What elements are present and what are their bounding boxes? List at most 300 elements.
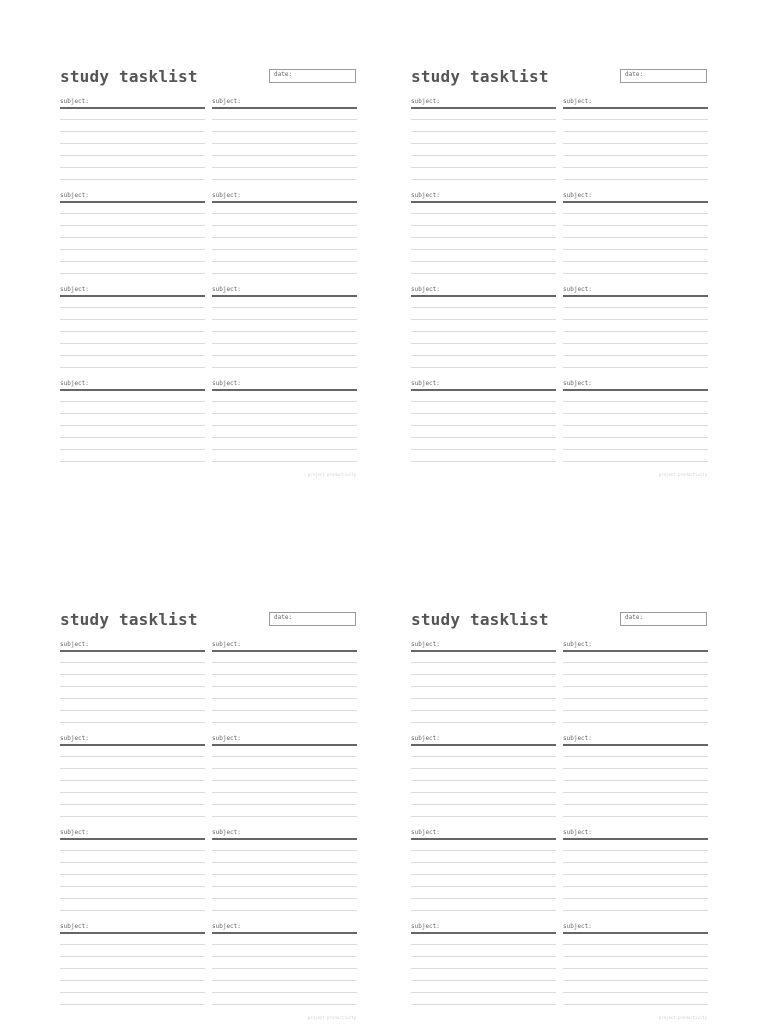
task-line[interactable]	[60, 792, 205, 793]
task-line[interactable]	[212, 273, 357, 274]
subject-label: subject:	[60, 286, 89, 293]
task-line[interactable]	[411, 816, 556, 817]
task-line[interactable]	[411, 355, 556, 356]
task-line[interactable]	[212, 968, 357, 969]
task-line[interactable]	[411, 119, 556, 120]
task-line[interactable]	[212, 980, 357, 981]
task-line[interactable]	[411, 698, 556, 699]
task-line[interactable]	[212, 237, 357, 238]
task-line[interactable]	[212, 792, 357, 793]
task-line[interactable]	[563, 956, 708, 957]
task-line[interactable]	[411, 213, 556, 214]
subject-underline[interactable]	[411, 838, 556, 840]
task-line[interactable]	[411, 1004, 556, 1005]
task-line[interactable]	[60, 698, 205, 699]
task-line[interactable]	[411, 155, 556, 156]
task-line[interactable]	[563, 980, 708, 981]
subject-underline[interactable]	[212, 295, 357, 297]
task-line[interactable]	[212, 780, 357, 781]
date-field[interactable]	[620, 69, 707, 83]
task-line[interactable]	[60, 225, 205, 226]
task-line[interactable]	[563, 437, 708, 438]
subject-label: subject:	[411, 735, 440, 742]
subject-block	[212, 99, 357, 193]
task-line[interactable]	[563, 179, 708, 180]
subject-underline[interactable]	[563, 744, 708, 746]
planner-title: study tasklist	[411, 67, 549, 86]
task-line[interactable]	[60, 237, 205, 238]
subject-underline[interactable]	[563, 389, 708, 391]
task-line[interactable]	[212, 131, 357, 132]
subject-label: subject:	[563, 923, 592, 930]
subject-underline[interactable]	[60, 932, 205, 934]
subject-underline[interactable]	[411, 201, 556, 203]
task-line[interactable]	[411, 862, 556, 863]
subject-label: subject:	[212, 98, 241, 105]
task-line[interactable]	[411, 992, 556, 993]
date-field[interactable]	[269, 69, 356, 83]
task-line[interactable]	[212, 401, 357, 402]
task-line[interactable]	[411, 413, 556, 414]
task-line[interactable]	[212, 179, 357, 180]
task-line[interactable]	[212, 898, 357, 899]
task-line[interactable]	[563, 874, 708, 875]
task-line[interactable]	[212, 874, 357, 875]
task-line[interactable]	[563, 792, 708, 793]
task-line[interactable]	[563, 768, 708, 769]
subject-label: subject:	[563, 380, 592, 387]
task-line[interactable]	[411, 956, 556, 957]
task-line[interactable]	[563, 307, 708, 308]
task-line[interactable]	[563, 167, 708, 168]
task-line[interactable]	[60, 662, 205, 663]
date-label: date:	[625, 614, 644, 621]
task-line[interactable]	[563, 401, 708, 402]
subject-label: subject:	[60, 98, 89, 105]
task-line[interactable]	[212, 143, 357, 144]
subject-block	[212, 193, 357, 287]
task-line[interactable]	[411, 273, 556, 274]
task-line[interactable]	[563, 898, 708, 899]
date-field[interactable]	[269, 612, 356, 626]
task-line[interactable]	[212, 944, 357, 945]
task-line[interactable]	[212, 413, 357, 414]
task-line[interactable]	[212, 768, 357, 769]
task-line[interactable]	[60, 968, 205, 969]
subject-underline[interactable]	[60, 744, 205, 746]
planner-title: study tasklist	[60, 610, 198, 629]
subject-label: subject:	[563, 829, 592, 836]
task-line[interactable]	[563, 862, 708, 863]
task-line[interactable]	[60, 155, 205, 156]
task-line[interactable]	[563, 143, 708, 144]
subject-block	[411, 99, 556, 193]
date-field[interactable]	[620, 612, 707, 626]
subject-underline[interactable]	[563, 932, 708, 934]
tasklist-planner	[60, 67, 358, 487]
subject-block	[60, 830, 205, 924]
task-line[interactable]	[411, 710, 556, 711]
task-line[interactable]	[563, 355, 708, 356]
task-line[interactable]	[563, 1004, 708, 1005]
task-line[interactable]	[411, 331, 556, 332]
task-line[interactable]	[212, 850, 357, 851]
task-line[interactable]	[563, 662, 708, 663]
task-line[interactable]	[60, 213, 205, 214]
task-line[interactable]	[60, 944, 205, 945]
task-line[interactable]	[563, 722, 708, 723]
task-line[interactable]	[212, 756, 357, 757]
subject-block	[60, 642, 205, 736]
subject-label: subject:	[563, 98, 592, 105]
subject-block	[411, 193, 556, 287]
subject-underline[interactable]	[212, 838, 357, 840]
tasklist-planner	[411, 67, 709, 487]
task-line[interactable]	[212, 261, 357, 262]
task-line[interactable]	[212, 804, 357, 805]
task-line[interactable]	[563, 674, 708, 675]
task-line[interactable]	[212, 119, 357, 120]
subject-block	[563, 99, 708, 193]
task-line[interactable]	[563, 119, 708, 120]
subject-block	[563, 193, 708, 287]
task-line[interactable]	[60, 780, 205, 781]
task-line[interactable]	[563, 461, 708, 462]
subject-label: subject:	[212, 286, 241, 293]
subject-underline[interactable]	[411, 389, 556, 391]
task-line[interactable]	[60, 1004, 205, 1005]
subject-block	[563, 642, 708, 736]
task-line[interactable]	[60, 768, 205, 769]
subject-label: subject:	[563, 286, 592, 293]
task-line[interactable]	[212, 710, 357, 711]
subject-label: subject:	[212, 380, 241, 387]
task-line[interactable]	[411, 944, 556, 945]
task-line[interactable]	[60, 956, 205, 957]
task-line[interactable]	[411, 319, 556, 320]
subject-label: subject:	[60, 829, 89, 836]
task-line[interactable]	[563, 319, 708, 320]
subject-underline[interactable]	[212, 107, 357, 109]
task-line[interactable]	[212, 425, 357, 426]
task-line[interactable]	[563, 968, 708, 969]
task-line[interactable]	[563, 213, 708, 214]
footer-credit: project productivity	[658, 472, 707, 477]
subject-label: subject:	[60, 192, 89, 199]
footer-credit: project productivity	[307, 1015, 356, 1020]
task-line[interactable]	[60, 437, 205, 438]
subject-underline[interactable]	[212, 744, 357, 746]
task-line[interactable]	[563, 710, 708, 711]
task-line[interactable]	[411, 437, 556, 438]
task-line[interactable]	[60, 816, 205, 817]
task-line[interactable]	[411, 261, 556, 262]
task-line[interactable]	[212, 461, 357, 462]
task-line[interactable]	[563, 425, 708, 426]
planner-title: study tasklist	[60, 67, 198, 86]
subject-underline[interactable]	[563, 838, 708, 840]
task-line[interactable]	[411, 343, 556, 344]
task-line[interactable]	[563, 367, 708, 368]
tasklist-planner	[411, 610, 709, 1030]
task-line[interactable]	[60, 449, 205, 450]
task-line[interactable]	[212, 249, 357, 250]
task-line[interactable]	[60, 143, 205, 144]
task-line[interactable]	[212, 674, 357, 675]
subject-label: subject:	[563, 735, 592, 742]
task-line[interactable]	[60, 874, 205, 875]
task-line[interactable]	[563, 850, 708, 851]
task-line[interactable]	[212, 722, 357, 723]
task-line[interactable]	[60, 249, 205, 250]
task-line[interactable]	[212, 449, 357, 450]
task-line[interactable]	[212, 816, 357, 817]
task-line[interactable]	[60, 307, 205, 308]
task-line[interactable]	[212, 1004, 357, 1005]
task-line[interactable]	[212, 437, 357, 438]
task-line[interactable]	[60, 131, 205, 132]
task-line[interactable]	[60, 167, 205, 168]
task-line[interactable]	[212, 992, 357, 993]
task-line[interactable]	[411, 461, 556, 462]
subject-underline[interactable]	[60, 295, 205, 297]
subject-underline[interactable]	[563, 107, 708, 109]
task-line[interactable]	[212, 225, 357, 226]
subject-label: subject:	[60, 735, 89, 742]
task-line[interactable]	[212, 662, 357, 663]
task-line[interactable]	[563, 816, 708, 817]
subject-block	[411, 642, 556, 736]
subject-underline[interactable]	[563, 201, 708, 203]
task-line[interactable]	[563, 992, 708, 993]
subject-underline[interactable]	[60, 389, 205, 391]
task-line[interactable]	[60, 119, 205, 120]
task-line[interactable]	[60, 273, 205, 274]
subject-block	[212, 287, 357, 381]
task-line[interactable]	[411, 449, 556, 450]
task-line[interactable]	[60, 261, 205, 262]
task-line[interactable]	[60, 401, 205, 402]
task-line[interactable]	[212, 956, 357, 957]
date-label: date:	[625, 71, 644, 78]
task-line[interactable]	[411, 874, 556, 875]
task-line[interactable]	[563, 225, 708, 226]
task-line[interactable]	[563, 413, 708, 414]
subject-underline[interactable]	[60, 107, 205, 109]
subject-label: subject:	[60, 380, 89, 387]
task-line[interactable]	[411, 401, 556, 402]
subject-label: subject:	[411, 192, 440, 199]
subject-underline[interactable]	[411, 107, 556, 109]
subject-label: subject:	[212, 923, 241, 930]
subject-label: subject:	[411, 641, 440, 648]
task-line[interactable]	[411, 886, 556, 887]
subject-label: subject:	[60, 641, 89, 648]
task-line[interactable]	[411, 179, 556, 180]
subject-block	[411, 736, 556, 830]
task-line[interactable]	[563, 273, 708, 274]
subject-underline[interactable]	[212, 389, 357, 391]
task-line[interactable]	[60, 910, 205, 911]
task-line[interactable]	[60, 319, 205, 320]
task-line[interactable]	[60, 886, 205, 887]
task-line[interactable]	[411, 850, 556, 851]
subject-underline[interactable]	[411, 744, 556, 746]
subject-block	[60, 381, 205, 475]
task-line[interactable]	[212, 331, 357, 332]
subject-block	[60, 736, 205, 830]
task-line[interactable]	[60, 980, 205, 981]
subject-block	[411, 287, 556, 381]
task-line[interactable]	[411, 249, 556, 250]
task-line[interactable]	[212, 213, 357, 214]
task-line[interactable]	[60, 850, 205, 851]
task-line[interactable]	[60, 898, 205, 899]
subject-underline[interactable]	[411, 295, 556, 297]
task-line[interactable]	[60, 331, 205, 332]
task-line[interactable]	[563, 343, 708, 344]
subject-block	[563, 736, 708, 830]
subject-underline[interactable]	[60, 201, 205, 203]
task-line[interactable]	[60, 756, 205, 757]
task-line[interactable]	[411, 968, 556, 969]
task-line[interactable]	[411, 686, 556, 687]
task-line[interactable]	[563, 910, 708, 911]
task-line[interactable]	[212, 155, 357, 156]
task-line[interactable]	[411, 143, 556, 144]
subject-label: subject:	[563, 641, 592, 648]
task-line[interactable]	[212, 686, 357, 687]
task-line[interactable]	[411, 898, 556, 899]
task-line[interactable]	[411, 980, 556, 981]
task-line[interactable]	[411, 425, 556, 426]
subject-block	[411, 381, 556, 475]
task-line[interactable]	[212, 698, 357, 699]
date-label: date:	[274, 71, 293, 78]
task-line[interactable]	[60, 710, 205, 711]
subject-underline[interactable]	[563, 295, 708, 297]
task-line[interactable]	[60, 461, 205, 462]
subject-label: subject:	[411, 286, 440, 293]
subject-underline[interactable]	[212, 650, 357, 652]
subject-label: subject:	[411, 829, 440, 836]
subject-label: subject:	[212, 192, 241, 199]
task-line[interactable]	[60, 425, 205, 426]
subject-block	[411, 830, 556, 924]
subject-underline[interactable]	[60, 650, 205, 652]
subject-block	[60, 193, 205, 287]
task-line[interactable]	[60, 674, 205, 675]
task-line[interactable]	[411, 237, 556, 238]
task-line[interactable]	[411, 780, 556, 781]
tasklist-planner	[60, 610, 358, 1030]
subject-label: subject:	[563, 192, 592, 199]
task-line[interactable]	[411, 167, 556, 168]
task-line[interactable]	[411, 225, 556, 226]
task-line[interactable]	[563, 756, 708, 757]
task-line[interactable]	[60, 179, 205, 180]
subject-underline[interactable]	[212, 201, 357, 203]
task-line[interactable]	[563, 155, 708, 156]
task-line[interactable]	[212, 355, 357, 356]
subject-underline[interactable]	[212, 932, 357, 934]
task-line[interactable]	[411, 367, 556, 368]
subject-block	[60, 99, 205, 193]
task-line[interactable]	[563, 944, 708, 945]
task-line[interactable]	[411, 804, 556, 805]
task-line[interactable]	[212, 367, 357, 368]
task-line[interactable]	[411, 307, 556, 308]
footer-credit: project productivity	[658, 1015, 707, 1020]
task-line[interactable]	[212, 343, 357, 344]
task-line[interactable]	[563, 886, 708, 887]
subject-label: subject:	[411, 923, 440, 930]
task-line[interactable]	[563, 331, 708, 332]
footer-credit: project productivity	[307, 472, 356, 477]
subject-block	[212, 830, 357, 924]
task-line[interactable]	[60, 355, 205, 356]
subject-block	[563, 381, 708, 475]
task-line[interactable]	[563, 261, 708, 262]
subject-label: subject:	[212, 641, 241, 648]
task-line[interactable]	[563, 686, 708, 687]
task-line[interactable]	[60, 367, 205, 368]
date-label: date:	[274, 614, 293, 621]
subject-label: subject:	[411, 98, 440, 105]
subject-block	[212, 381, 357, 475]
task-line[interactable]	[60, 804, 205, 805]
task-line[interactable]	[60, 413, 205, 414]
task-line[interactable]	[60, 686, 205, 687]
task-line[interactable]	[212, 319, 357, 320]
task-line[interactable]	[411, 131, 556, 132]
subject-underline[interactable]	[60, 838, 205, 840]
task-line[interactable]	[563, 449, 708, 450]
task-line[interactable]	[212, 167, 357, 168]
task-line[interactable]	[411, 662, 556, 663]
task-line[interactable]	[411, 756, 556, 757]
task-line[interactable]	[563, 237, 708, 238]
task-line[interactable]	[212, 307, 357, 308]
subject-label: subject:	[212, 829, 241, 836]
subject-underline[interactable]	[411, 650, 556, 652]
subject-block	[563, 924, 708, 1018]
subject-block	[563, 287, 708, 381]
task-line[interactable]	[563, 249, 708, 250]
subject-underline[interactable]	[563, 650, 708, 652]
task-line[interactable]	[60, 992, 205, 993]
task-line[interactable]	[563, 804, 708, 805]
task-line[interactable]	[60, 722, 205, 723]
task-line[interactable]	[411, 674, 556, 675]
task-line[interactable]	[411, 792, 556, 793]
task-line[interactable]	[411, 910, 556, 911]
task-line[interactable]	[212, 862, 357, 863]
task-line[interactable]	[563, 131, 708, 132]
task-line[interactable]	[212, 886, 357, 887]
task-line[interactable]	[563, 780, 708, 781]
subject-label: subject:	[411, 380, 440, 387]
subject-label: subject:	[212, 735, 241, 742]
task-line[interactable]	[563, 698, 708, 699]
task-line[interactable]	[212, 910, 357, 911]
task-line[interactable]	[411, 768, 556, 769]
task-line[interactable]	[411, 722, 556, 723]
task-line[interactable]	[60, 862, 205, 863]
subject-underline[interactable]	[411, 932, 556, 934]
subject-block	[563, 830, 708, 924]
task-line[interactable]	[60, 343, 205, 344]
